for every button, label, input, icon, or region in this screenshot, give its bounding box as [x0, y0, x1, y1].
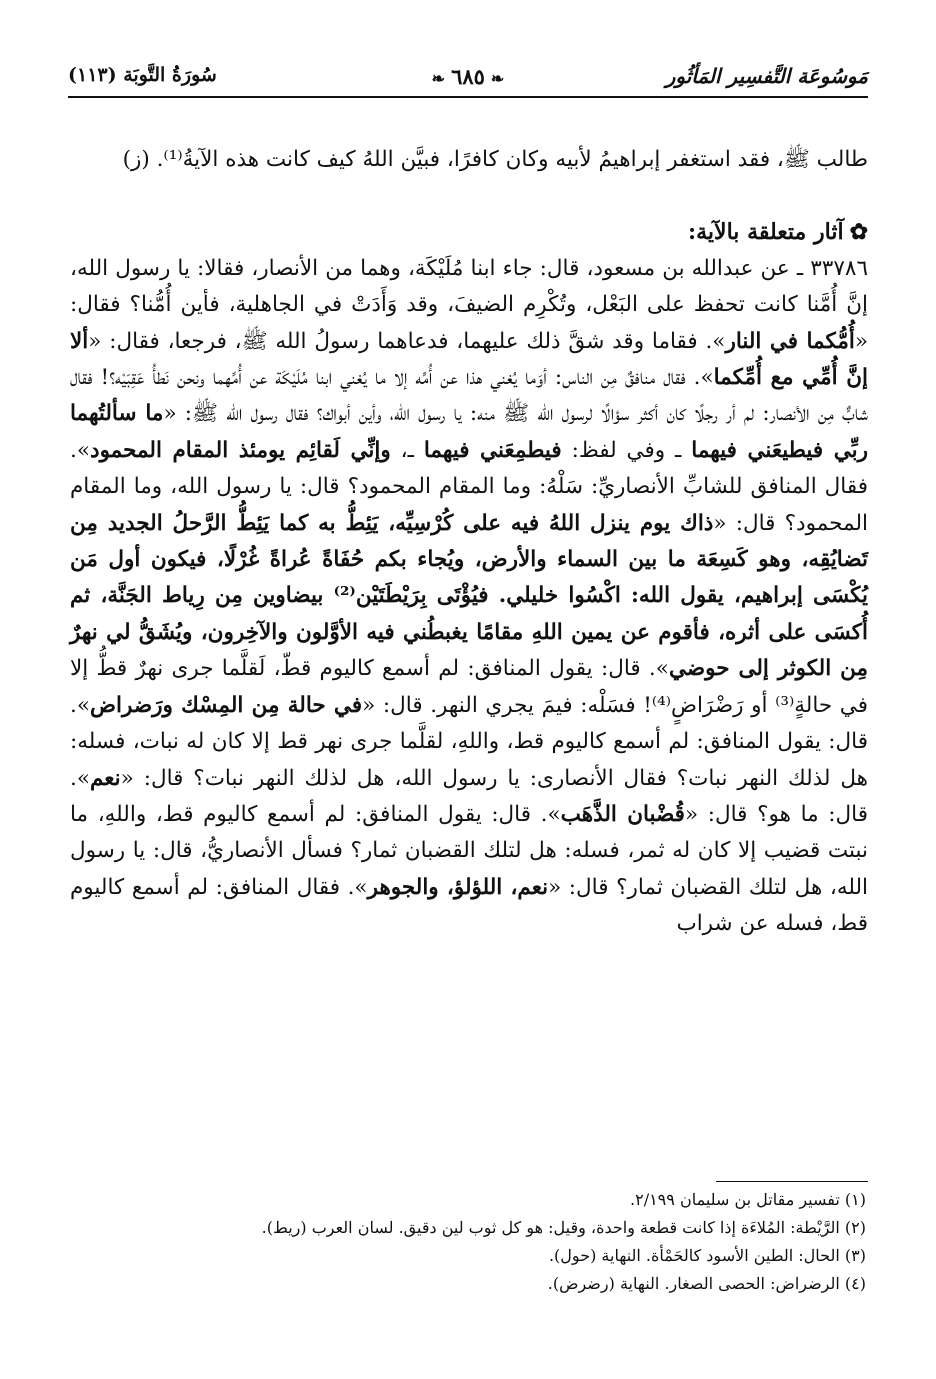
text-segment: ـ، [390, 437, 424, 463]
surah-label: سُورَةُ التَّوبَة (١١٣) [68, 64, 217, 86]
quote-bold-segment: ما سألتُهما ربِّي فيطيعَني فيهما [70, 401, 868, 463]
footnotes [70, 1186, 866, 1298]
text-segment: ـ وفي لفظ: [561, 437, 692, 463]
section-gap [70, 178, 868, 214]
section-heading-text: آثار متعلقة بالآية: [688, 219, 844, 246]
section-heading [70, 214, 868, 250]
header-rule [68, 96, 868, 98]
text-segment: ». قال: يقول المنافق: لم أسمع كاليوم قطّ، لَقلَّما جرى نهرٌ قطُّ إلا في حالةٍ⁽³⁾ أو رَضْرَاضٍ⁽⁴⁾! فسَلْه: فيمَ يجري النهر. قال: « [70, 656, 869, 718]
page-header [68, 62, 868, 102]
text-segment: ٣٣٧٨٦ ـ عن عبدالله بن مسعود، قال: جاء ابنا مُلَيْكَة، وهما من الأنصار، فقالا: يا رسول الله، إنَّ أُمَّنا كانت تحفظ على البَعْل، وتُكْرِم الضيفَ، وقد وَأَدَتْ في الجاهلية، فأين أُمُّنا؟ فقال: « [70, 255, 868, 354]
quote-bold-segment: أُمُّكما في النار [725, 328, 855, 354]
text-segment: ». قال: يقول المنافق: لم أسمع كاليوم قط، واللهِ، لقلَّما جرى نهر قط إلا كان له نبات، فسله: هل لذلك النهر نبات؟ فقال الأنصارى: يا رسول الله، هل لذلك النهر نبات؟ قال: « [70, 692, 868, 791]
footnote-separator [716, 1181, 868, 1182]
quote-bold-segment: في حالة مِن المِسْك ورَضراض [90, 692, 363, 718]
text-segment: ». فقاما وقد شقَّ ذلك عليهما، فدعاهما رسولُ الله ﷺ، فرجعا، فقال: « [88, 328, 726, 354]
ornament-icon: ❧ [431, 69, 446, 88]
flower-ornament-icon: ✿ [849, 219, 868, 246]
quote-bold-segment: ذاك يوم ينزل اللهُ فيه على كُرْسِيِّه، يَئِطُّ به كما يَئِطُّ الرَّحلُ الجديد مِن تَضايُقِه، وهو كَسِعَة ما بين السماء والأرض، ويُجاء بكم حُفَاةً عُراةً غُرْلًا، فيكون أول مَن يُكْسَى إبراهيم، يقول الله: اكْسُوا خليلي. فيُؤْتَى بِرَيْطَتَيْن⁽²⁾ بيضاوين مِن رِياط الجَنَّة، ثم أُكسَى على أثره، فأقوم عن يمين اللهِ مقامًا يغبطُني فيه الأوَّلون والآخِرون، ويُشَقُّ لي نهرٌ مِن الكوثر إلى حوضي [70, 510, 869, 682]
footnote-item: (١) تفسير مقاتل بن سليمان ٢/١٩٩. [630, 1190, 866, 1209]
footnote-item: (٢) الرَّيْطة: المُلاءَة إذا كانت قطعة واحدة، وقيل: هو كل ثوب لين دقيق. لسان العرب (ريط). [261, 1218, 866, 1237]
footnote-item: (٣) الحال: الطين الأسود كالحَمْأة. النهاية (حول). [548, 1246, 866, 1265]
footnote-item: (٤) الرضراض: الحصى الصغار. النهاية (رضرض). [547, 1274, 866, 1293]
text-segment: ». قال: يقول المنافق: لم أسمع كاليوم قط، واللهِ، ما نبتت قضيب إلا كان له ثمر، فسله: هل لتلك القضبان ثمار؟ فسأل الأنصاريُّ، قال: يا رسول الله، هل لتلك القضبان ثمار؟ قال: « [70, 801, 868, 900]
ornament-icon: ❧ [490, 69, 505, 88]
quote-bold-segment: ألا إنَّ أُمِّي مع أُمِّكما [70, 328, 868, 391]
text-segment: ». فقال منافقٌ مِن الناس: أوَما يُغني هذا عن أُمِّه إلا ما يُغني ابنا مُلَيْكَة عن أُمِّهما ونحن نَطأُ عَقِبَيْه؟! فقال شابٌّ مِن الأنصار: لم أر رجلًا كان أكثر سؤالًا لرسول الله ﷺ منه: يا رسول الله، وأين أبواك؟ فقال رسول الله ﷺ: « [70, 365, 869, 427]
narration-paragraph [70, 251, 868, 943]
text-segment: ». فقال المنافق للشابِّ الأنصاريِّ: سَلْهُ: وما المقام المحمود؟ قال: يا رسول الله، وما المقام المحمود؟ قال: « [70, 437, 868, 536]
quote-bold-segment: نعم [90, 765, 121, 791]
page-number-text: ٦٨٥ [451, 64, 485, 89]
text-segment: ». فقال المنافق: لم أسمع كاليوم قط، فسله عن شراب [70, 874, 868, 937]
quote-bold-segment: قُضْبان الذَّهَب [560, 801, 685, 827]
quote-bold-segment: نعم، اللؤلؤ، والجوهر [367, 874, 549, 900]
main-text [70, 142, 868, 943]
quote-bold-segment: وإنِّي لَقائِم يومئذ المقام المحمود [90, 437, 391, 463]
intro-paragraph: طالب ﷺ، فقد استغفر إبراهيمُ لأبيه وكان كافرًا، فبيَّن اللهُ كيف كانت هذه الآيةُ⁽¹⁾. (ز) [122, 147, 868, 172]
book-title: مَوسُوعَة التَّفسِير المَأثُور [665, 64, 868, 88]
text-segment: ». قال: ما هو؟ قال: « [70, 765, 868, 827]
page-number [426, 64, 511, 89]
quote-bold-segment: فيطمِعَني فيهما [423, 437, 562, 463]
